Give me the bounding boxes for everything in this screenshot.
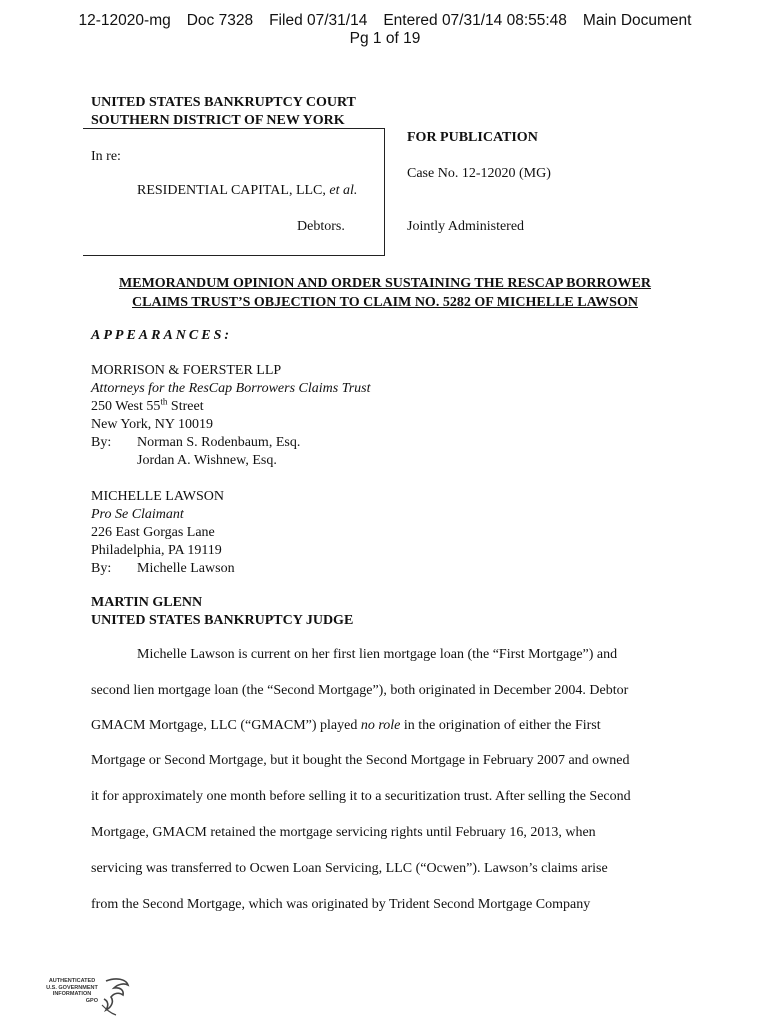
body-line-5: it for approximately one month before selling it to a securitization trust. After selling the Second (91, 789, 631, 804)
attorney-row (91, 434, 371, 452)
header-doc-number: Doc 7328 (186, 12, 254, 29)
for-publication-label: FOR PUBLICATION (407, 130, 538, 145)
attorney-name-2: Jordan A. Wishnew, Esq. (137, 453, 277, 468)
body-line-3 (91, 718, 601, 734)
body-line-2: second lien mortgage loan (the “Second Mortgage”), both originated in December 2004. Debtor (91, 683, 629, 698)
gpo-eagle-icon (44, 975, 134, 1019)
appearance-morrison-foerster (91, 362, 371, 470)
firm-address-line-1 (91, 398, 371, 416)
address-street-suffix: Street (167, 399, 204, 414)
claimant-by-row (91, 560, 235, 578)
opinion-title (0, 274, 770, 312)
gpo-logo-line-2: U.S. GOVERNMENT (46, 984, 98, 991)
body-line-1: Michelle Lawson is current on her first lien mortgage loan (the “First Mortgage”) and (137, 647, 618, 662)
body-line-8: from the Second Mortgage, which was originated by Trident Second Mortgage Company (91, 897, 591, 912)
court-line-1: UNITED STATES BANKRUPTCY COURT (91, 95, 356, 110)
gpo-logo-line-1: AUTHENTICATED (48, 978, 96, 984)
in-re-label: In re: (91, 149, 121, 164)
judge-name: MARTIN GLENN (91, 595, 203, 610)
body-line-3-emphasis: no role (360, 718, 401, 733)
court-line-2: SOUTHERN DISTRICT OF NEW YORK (91, 113, 345, 128)
firm-role: Attorneys for the ResCap Borrowers Claims Trust (91, 381, 371, 396)
opinion-title-line-1: MEMORANDUM OPINION AND ORDER SUSTAINING THE RESCAP BORROWER (119, 276, 651, 291)
jointly-administered-label: Jointly Administered (407, 219, 525, 234)
claimant-address-line-1: 226 East Gorgas Lane (91, 525, 215, 540)
claimant-role: Pro Se Claimant (91, 507, 184, 522)
gpo-logo-line-4: GPO (85, 997, 98, 1004)
judge-signature-block (91, 594, 353, 630)
firm-name: MORRISON & FOERSTER LLP (91, 363, 282, 378)
filing-header-stamp (0, 12, 770, 48)
claimant-name: MICHELLE LAWSON (91, 489, 225, 504)
gpo-authenticated-logo (44, 975, 134, 1019)
address-ordinal: th (160, 396, 168, 407)
appearances-heading: APPEARANCES: (91, 328, 233, 343)
firm-address-line-2: New York, NY 10019 (91, 417, 213, 432)
debtor-etal: et al. (329, 183, 358, 198)
by-label: By: (91, 561, 112, 576)
body-line-3-start: GMACM Mortgage, LLC (“GMACM”) played (91, 718, 361, 733)
attorney-name-1: Norman S. Rodenbaum, Esq. (137, 435, 301, 450)
case-number: Case No. 12-12020 (MG) (407, 166, 551, 181)
debtor-name-text: RESIDENTIAL CAPITAL, LLC, (137, 183, 326, 198)
header-page-number: Pg 1 of 19 (349, 30, 421, 47)
body-line-7: servicing was transferred to Ocwen Loan Servicing, LLC (“Ocwen”). Lawson’s claims arise (91, 861, 608, 876)
debtor-name (137, 183, 357, 199)
address-street-number: 250 West 55 (91, 399, 161, 414)
gpo-logo-line-3: INFORMATION (52, 991, 92, 997)
opinion-title-line-2: CLAIMS TRUST’S OBJECTION TO CLAIM NO. 5282 OF MICHELLE LAWSON (132, 295, 638, 310)
claimant-address-line-2: Philadelphia, PA 19119 (91, 543, 222, 558)
body-line-3-end: in the origination of either the First (400, 718, 601, 733)
by-label: By: (91, 435, 112, 450)
claimant-signatory: Michelle Lawson (137, 561, 235, 576)
court-name (91, 94, 356, 130)
body-line-4: Mortgage or Second Mortgage, but it bought the Second Mortgage in February 2007 and owned (91, 753, 630, 768)
debtors-label: Debtors. (297, 219, 345, 234)
judge-title: UNITED STATES BANKRUPTCY JUDGE (91, 613, 354, 628)
body-line-6: Mortgage, GMACM retained the mortgage servicing rights until February 16, 2013, when (91, 825, 596, 840)
header-filed-date: Filed 07/31/14 (269, 12, 368, 29)
header-entered-date: Entered 07/31/14 08:55:48 (383, 12, 567, 29)
header-case-number: 12-12020-mg (78, 12, 171, 29)
appearance-michelle-lawson (91, 488, 235, 578)
header-document-type: Main Document (582, 12, 692, 29)
